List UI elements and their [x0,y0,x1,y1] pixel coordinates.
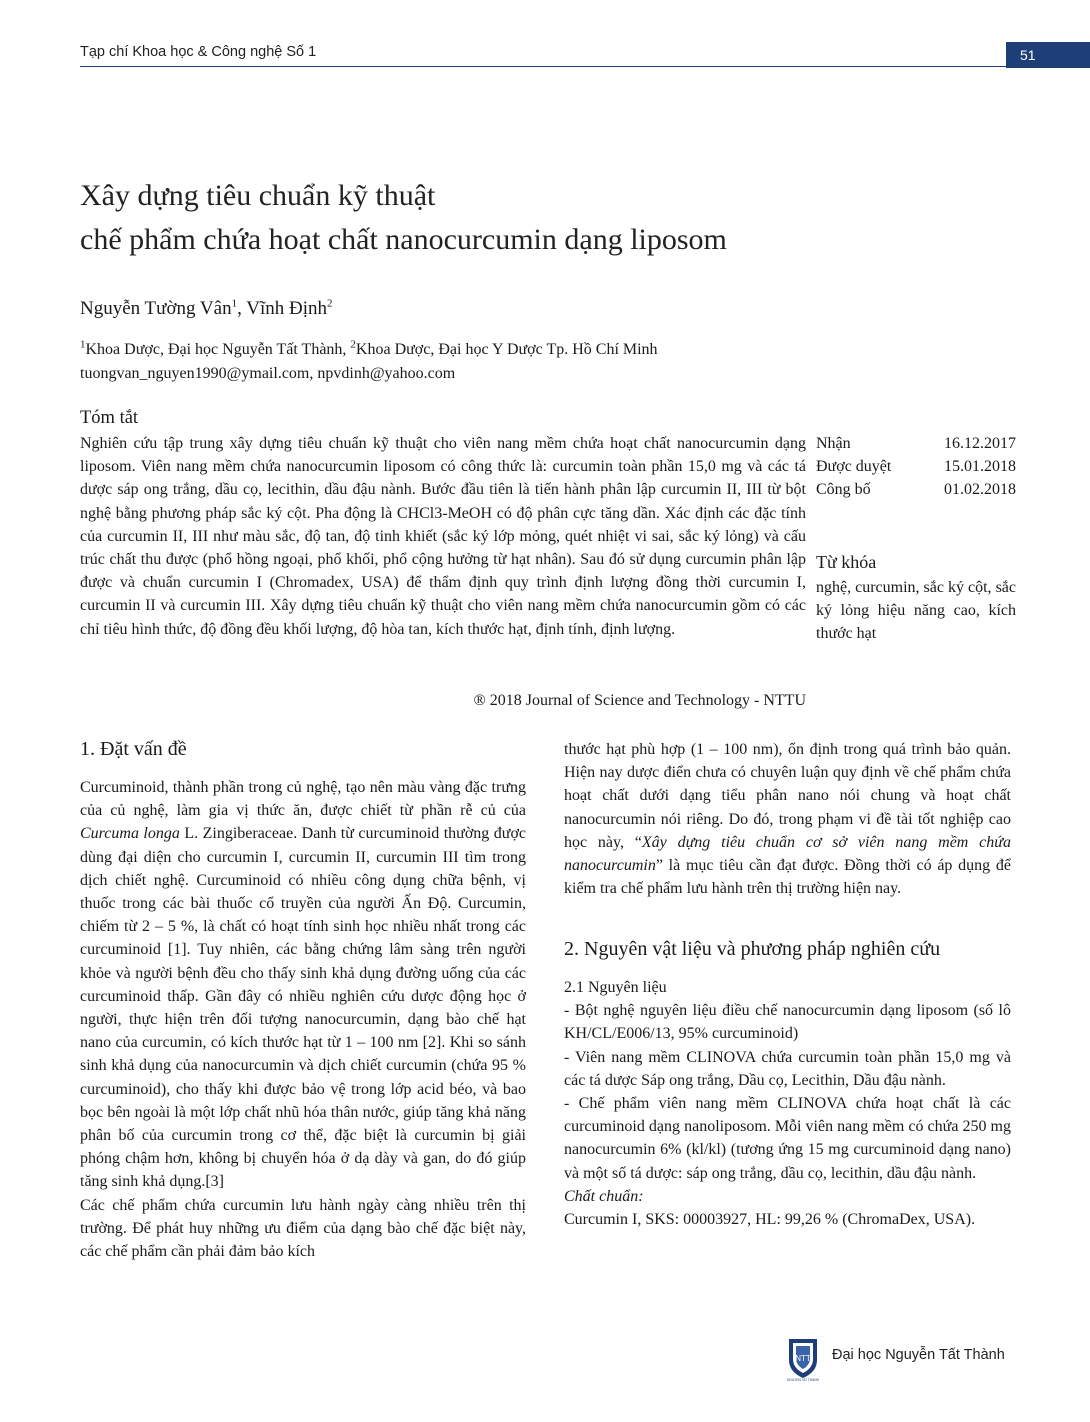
article-title [80,174,980,262]
material-item-3: - Chế phẩm viên nang mềm CLINOVA chứa hoạt chất là các curcuminoid dạng nanoliposom. Mỗi viên nang mềm có chứa 250 mg nanocurcumin 6% (kl/kl) (tương ứng 15 mg curcuminoid dạng nano) và một số tá dược: sáp ong trắng, dầu cọ, lecithin, dầu đậu nành. [564,1095,1011,1182]
standard-text: Curcumin I, SKS: 00003927, HL: 99,26 % (ChromaDex, USA). [564,1211,976,1229]
affiliation-2: Khoa Dược, Đại học Y Dược Tp. Hồ Chí Minh [355,341,658,358]
affil-2-sup: 2 [350,338,356,351]
header-rule [80,66,1010,67]
subsection-2-1-heading: 2.1 Nguyên liệu [564,979,667,996]
section-1-paragraph-3 [564,738,1011,900]
section-2-heading: 2. Nguyên vật liệu và phương pháp nghiên cứu [564,938,941,960]
copyright-notice: ® 2018 Journal of Science and Technology - NTTU [473,692,806,709]
date-label: Công bố [816,481,871,499]
abstract-text: Nghiên cứu tập trung xây dựng tiêu chuẩn kỹ thuật cho viên nang mềm chứa hoạt chất nanocurcumin dạng liposom. Viên nang mềm chứa nanocurcumin liposom có công thức là: curcumin toàn phần 15,0 mg và các tá dược sáp ong trắng, dầu cọ, lecithin, dầu đậu nành. Bước đầu tiên là tiến hành phân lập curcumin II, III từ bột nghệ bằng phương pháp sắc ký cột. Pha động là CHCl3-MeOH có độ phân cực tăng dần. Xác định các đặc tính của curcumin II, III như màu sắc, độ tan, độ tinh khiết (sắc ký lớp mỏng, quét nhiệt vi sai, sắc ký lỏng) và cấu trúc chất thu được (phổ hồng ngoại, phổ khối, phổ cộng hưởng từ hạt nhân). Sau đó sử dụng curcumin phân lập được và chuẩn curcumin I (Chromadex, USA) để thẩm định quy trình định lượng đồng thời curcumin I, curcumin II và curcumin III. Xây dựng tiêu chuẩn kỹ thuật cho viên nang mềm chứa nanocurcumin gồm có các chỉ tiêu hình thức, độ đồng đều khối lượng, độ hòa tan, kích thước hạt, định tính, định lượng. [80,435,806,638]
logo-initials: NTT [795,1354,811,1363]
keywords-heading: Từ khóa [816,552,877,572]
text-run: L. Zingiberaceae. Danh từ curcuminoid thường được dùng đại diện cho curcumin I, curcumin II, curcumin III tìm trong dịch chiết nghệ. Curcuminoid có nhiều công dụng chữa bệnh, vị thuốc trong các bài thuốc cổ truyền của người Ấn Độ. Curcumin, chiếm từ 2 – 5 %, là chất có hoạt tính sinh học nhiều nhất trong các curcuminoid [1]. Tuy nhiên, các bằng chứng lâm sàng trên người khỏe và người bệnh đều cho thấy sinh khả dụng đường uống của các curcuminoid thấp. Gần đây có nhiều nghiên cứu dược động học ở người, thực hiện trên đối tượng nanocurcumin, dạng bào chế hạt nano của curcumin, có kích thước hạt từ 1 – 100 nm [2]. Khi so sánh sinh khả dụng của nanocurcumin và dịch chiết curcumin (chứa 95 % curcuminoid), cho thấy khi được bảo vệ trong lớp acid béo, và bao bọc bên ngoài là một lớp chất nhũ hóa thân nước, giúp tăng khả năng phân bố của curcumin trong cơ thể, đặc biệt là curcumin bị giải phóng chậm hơn, không bị chuyển hóa ở dạ dày và gan, do đó giúp tăng sinh khả dụng.[3] [80,825,527,1191]
keywords-text: nghệ, curcumin, sắc ký cột, sắc ký lỏng hiệu năng cao, kích thước hạt [816,579,1016,643]
species-name: Curcuma longa [80,825,180,843]
section-2-body [564,976,1011,1231]
author-1: Nguyễn Tường Vân [80,298,232,319]
column-right [564,738,1011,900]
author-1-sup: 1 [231,297,238,310]
affiliations [80,338,658,386]
date-value: 16.12.2017 [944,435,1016,452]
standard-heading [564,1185,1011,1208]
journal-header: Tạp chí Khoa học & Công nghệ Số 1 [80,44,317,60]
section-1-heading: 1. Đặt vấn đề [80,738,187,760]
abstract-heading: Tóm tắt [80,408,139,428]
standard-heading-text: Chất chuẩn: [564,1187,644,1205]
author-2-sup: 2 [327,297,333,310]
footer-university: Đại học Nguyễn Tất Thành [832,1347,1005,1363]
date-label: Nhận [816,435,851,452]
material-item-2: - Viên nang mềm CLINOVA chứa curcumin toàn phần 15,0 mg và các tá dược Sáp ong trắng, Dầu cọ, Lecithin, Dầu đậu nành. [564,1048,1011,1089]
date-row-accepted [816,455,1016,478]
authors [80,298,333,320]
author-2: Vĩnh Định [246,298,327,319]
thesis-title: Xây dựng tiêu chuẩn cơ sở viên nang mềm chứa nanocurcumin [564,833,1011,875]
affiliation-1: Khoa Dược, Đại học Nguyễn Tất Thành, [85,341,351,358]
author-emails: tuongvan_nguyen1990@ymail.com, npvdinh@yahoo.com [80,365,456,382]
university-logo [786,1336,820,1382]
section-1-paragraph-2: Các chế phẩm chứa curcumin lưu hành ngày càng nhiều trên thị trường. Để phát huy những ưu điểm của dạng bào chế đặc biệt này, các chế phẩm cần phải đảm bảo kích [80,1196,526,1261]
section-1-paragraph-1 [80,776,526,1194]
page-number: 51 [1006,42,1090,68]
affil-1-sup: 1 [80,338,86,351]
text-run: ” là mục tiêu cần đạt được. Đồng thời có áp dụng để kiểm tra chế phẩm lưu hành trên thị trường hiện nay. [564,857,1011,898]
date-label: Được duyệt [816,458,892,476]
column-left [80,776,526,1263]
material-item-1: - Bột nghệ nguyên liệu điều chế nanocurcumin dạng liposom (số lô KH/CL/E006/13, 95% curcuminoid) [564,1002,1011,1043]
date-value: 01.02.2018 [944,481,1016,499]
date-value: 15.01.2018 [944,458,1016,476]
date-row-received [816,432,1016,455]
text-run: Curcuminoid, thành phần trong củ nghệ, tạo nên màu vàng đặc trưng của củ nghệ, làm gia vị thức ăn, được chiết từ phần rễ củ của [80,779,526,820]
title-line-2: chế phẩm chứa hoạt chất nanocurcumin dạng liposom [80,223,727,256]
text-run: thước hạt phù hợp (1 – 100 nm), ổn định trong quá trình bảo quản. Hiện nay dược điển chưa có chuyên luận quy định về chế phẩm chứa hoạt chất dưới dạng tiểu phân nano nói chung và hoạt chất nanocurcumin nói riêng. Do đó, trong phạm vi đề tài tốt nghiệp cao học này, “ [564,741,1011,851]
author-separator: , [237,298,247,319]
article-dates [816,432,1016,502]
date-row-published [816,478,1016,501]
logo-caption: NGUYEN TAT THANH [787,1378,819,1382]
title-line-1: Xây dựng tiêu chuẩn kỹ thuật [80,179,436,212]
